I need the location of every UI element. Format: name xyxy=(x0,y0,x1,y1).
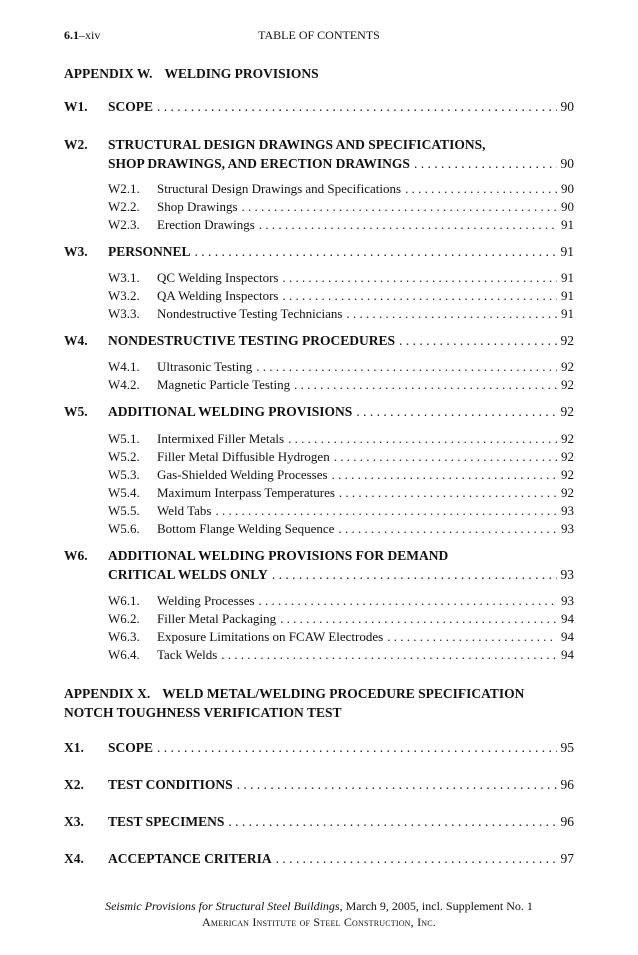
entry-line xyxy=(157,269,574,287)
section-code: X3. xyxy=(64,814,84,829)
section-title: Magnetic Particle Testing xyxy=(157,377,291,392)
publisher: American Institute of Steel Construction, Inc. xyxy=(202,915,436,929)
entry-line xyxy=(157,358,574,376)
dot-leader xyxy=(157,98,556,116)
page-ref: 90 xyxy=(561,199,574,214)
section-title: QC Welding Inspectors xyxy=(157,270,279,285)
page-ref: 94 xyxy=(561,611,574,626)
toc-entry-x1[interactable] xyxy=(64,739,574,757)
section-title: Maximum Interpass Temperatures xyxy=(157,485,335,500)
publication-edition: , March 9, 2005, incl. Supplement No. 1 xyxy=(339,899,533,913)
section-title: SHOP DRAWINGS, AND ERECTION DRAWINGS xyxy=(108,156,410,171)
section-title: QA Welding Inspectors xyxy=(157,288,279,303)
section-code: X1. xyxy=(64,740,84,755)
entry-line xyxy=(157,376,574,394)
section-code: W3.3. xyxy=(108,306,140,321)
entry-line xyxy=(157,430,574,448)
toc-entry-x4[interactable] xyxy=(64,850,574,868)
page-ref: 95 xyxy=(560,740,574,755)
section-title: Weld Tabs xyxy=(157,503,212,518)
page-ref: 92 xyxy=(561,449,574,464)
entry-line xyxy=(157,448,574,466)
toc-entry-w2-3[interactable] xyxy=(64,216,574,234)
entry-line xyxy=(157,287,574,305)
toc-entry-w2-line2[interactable] xyxy=(64,155,574,173)
section-code: W5.1. xyxy=(108,431,140,446)
page-ref: 92 xyxy=(561,467,574,482)
entry-line xyxy=(157,592,574,610)
dot-leader xyxy=(356,403,556,421)
toc-entry-w2-2[interactable] xyxy=(64,198,574,216)
entry-line xyxy=(108,332,574,350)
entry-line xyxy=(108,155,574,173)
section-code: W5.5. xyxy=(108,503,140,518)
toc-entry-w6-2[interactable] xyxy=(64,610,574,628)
toc-entry-w3-3[interactable] xyxy=(64,305,574,323)
section-title: TEST SPECIMENS xyxy=(108,814,225,829)
toc-entry-w6-1[interactable] xyxy=(64,592,574,610)
dot-leader xyxy=(288,430,557,448)
entry-line xyxy=(157,305,574,323)
section-title: Shop Drawings xyxy=(157,199,238,214)
section-code: W6.1. xyxy=(108,593,140,608)
entry-line xyxy=(157,180,574,198)
section-title: ADDITIONAL WELDING PROVISIONS xyxy=(108,404,353,419)
toc-entry-w3[interactable] xyxy=(64,243,574,261)
page-ref: 93 xyxy=(561,521,574,536)
entry-line xyxy=(108,739,574,757)
appendix-w-heading: APPENDIX W. WELDING PROVISIONS xyxy=(64,66,319,81)
section-code: W3.1. xyxy=(108,270,140,285)
dot-leader xyxy=(338,520,557,538)
toc-entry-w2-1[interactable] xyxy=(64,180,574,198)
page-ref: 94 xyxy=(561,647,574,662)
page-ref: 91 xyxy=(561,217,574,232)
entry-line xyxy=(108,850,574,868)
dot-leader xyxy=(414,155,557,173)
section-code: W2.3. xyxy=(108,217,140,232)
page-ref: 92 xyxy=(560,333,574,348)
entry-line xyxy=(157,484,574,502)
toc-entry-w5-4[interactable] xyxy=(64,484,574,502)
entry-line xyxy=(157,520,574,538)
toc-entry-x3[interactable] xyxy=(64,813,574,831)
dot-leader xyxy=(339,484,557,502)
page-footer xyxy=(0,898,638,930)
dot-leader xyxy=(387,628,557,646)
section-code: W2. xyxy=(64,137,88,152)
dot-leader xyxy=(256,358,557,376)
page-ref: 92 xyxy=(561,359,574,374)
page-header xyxy=(64,28,574,44)
toc-entry-w5-2[interactable] xyxy=(64,448,574,466)
entry-line xyxy=(157,628,574,646)
toc-entry-w5-1[interactable] xyxy=(64,430,574,448)
section-title: Filler Metal Packaging xyxy=(157,611,277,626)
section-title: NONDESTRUCTIVE TESTING PROCEDURES xyxy=(108,333,396,348)
section-code: W2.2. xyxy=(108,199,140,214)
section-title: PERSONNEL xyxy=(108,244,191,259)
toc-entry-w6-line1[interactable] xyxy=(64,547,574,565)
page-ref: 91 xyxy=(560,244,574,259)
entry-line xyxy=(157,610,574,628)
section-title: Structural Design Drawings and Specifications xyxy=(157,181,402,196)
section-code: W5. xyxy=(64,404,88,419)
dot-leader xyxy=(242,198,557,216)
entry-line xyxy=(157,646,574,664)
page-ref: 92 xyxy=(561,485,574,500)
section-code: W5.2. xyxy=(108,449,140,464)
entry-line xyxy=(108,813,574,831)
section-code: W6.4. xyxy=(108,647,140,662)
section-code: W2.1. xyxy=(108,181,140,196)
page-number: 6.1–xiv xyxy=(64,28,101,42)
toc-entry-w5-6[interactable] xyxy=(64,520,574,538)
appendix-x-heading: APPENDIX X. WELD METAL/WELDING PROCEDURE SPECIFICATION NOTCH TOUGHNESS VERIFICATION TEST xyxy=(64,686,525,720)
section-code: W6. xyxy=(64,548,88,563)
page-ref: 93 xyxy=(561,593,574,608)
dot-leader xyxy=(399,332,556,350)
dot-leader xyxy=(334,448,557,466)
section-title: Filler Metal Diffusible Hydrogen xyxy=(157,449,330,464)
section-title: Ultrasonic Testing xyxy=(157,359,253,374)
toc-entry-w3-1[interactable] xyxy=(64,269,574,287)
dot-leader xyxy=(282,269,557,287)
dot-leader xyxy=(157,739,556,757)
entry-line xyxy=(108,243,574,261)
dot-leader xyxy=(216,502,558,520)
entry-line xyxy=(108,566,574,584)
section-code: W6.3. xyxy=(108,629,140,644)
page-ref: 91 xyxy=(561,270,574,285)
toc-entry-w6-4[interactable] xyxy=(64,646,574,664)
toc-entry-w5-5[interactable] xyxy=(64,502,574,520)
dot-leader xyxy=(237,776,557,794)
page-ref: 91 xyxy=(561,306,574,321)
page-ref: 90 xyxy=(560,99,574,114)
section-title: CRITICAL WELDS ONLY xyxy=(108,567,268,582)
dot-leader xyxy=(280,610,557,628)
dot-leader xyxy=(272,566,557,584)
section-title: ACCEPTANCE CRITERIA xyxy=(108,851,272,866)
section-title: Erection Drawings xyxy=(157,217,255,232)
toc-entry-w1[interactable] xyxy=(64,98,574,116)
dot-leader xyxy=(228,813,556,831)
section-code: X2. xyxy=(64,777,84,792)
page-ref: 90 xyxy=(560,156,574,171)
section-title: Gas-Shielded Welding Processes xyxy=(157,467,328,482)
page-ref: 92 xyxy=(561,377,574,392)
page-ref: 94 xyxy=(561,629,574,644)
page-ref: 96 xyxy=(560,814,574,829)
section-code: W4. xyxy=(64,333,88,348)
section-title: SCOPE xyxy=(108,99,154,114)
section-code: W6.2. xyxy=(108,611,140,626)
page-ref: 93 xyxy=(560,567,574,582)
entry-line xyxy=(157,502,574,520)
entry-line xyxy=(157,466,574,484)
toc-entry-w2-line1[interactable] xyxy=(64,136,574,154)
section-code: X4. xyxy=(64,851,84,866)
section-title: Tack Welds xyxy=(157,647,218,662)
dot-leader xyxy=(294,376,557,394)
section-title: SCOPE xyxy=(108,740,154,755)
dot-leader xyxy=(221,646,557,664)
dot-leader xyxy=(346,305,557,323)
section-title: Exposure Limitations on FCAW Electrodes xyxy=(157,629,384,644)
section-title: Welding Processes xyxy=(157,593,255,608)
running-title: TABLE OF CONTENTS xyxy=(258,28,380,42)
toc-entry-w6-3[interactable] xyxy=(64,628,574,646)
dot-leader xyxy=(332,466,557,484)
dot-leader xyxy=(405,180,557,198)
toc-entry-w5[interactable] xyxy=(64,403,574,421)
toc-entry-x2[interactable] xyxy=(64,776,574,794)
publication-title: Seismic Provisions for Structural Steel Buildings xyxy=(105,899,340,913)
entry-line xyxy=(108,547,574,565)
section-code: W5.6. xyxy=(108,521,140,536)
toc-entry-w3-2[interactable] xyxy=(64,287,574,305)
section-code: W5.4. xyxy=(108,485,140,500)
entry-line xyxy=(108,403,574,421)
entry-line xyxy=(108,98,574,116)
dot-leader xyxy=(282,287,557,305)
section-code: W1. xyxy=(64,99,88,114)
section-title: Nondestructive Testing Technicians xyxy=(157,306,343,321)
section-title: Bottom Flange Welding Sequence xyxy=(157,521,335,536)
entry-line xyxy=(108,776,574,794)
page-ref: 91 xyxy=(561,288,574,303)
toc-entry-w4[interactable] xyxy=(64,332,574,350)
entry-line xyxy=(108,136,574,154)
section-title: STRUCTURAL DESIGN DRAWINGS AND SPECIFICATIONS, xyxy=(108,137,486,152)
section-title: Intermixed Filler Metals xyxy=(157,431,285,446)
section-code: W4.2. xyxy=(108,377,140,392)
section-code: W4.1. xyxy=(108,359,140,374)
entry-line xyxy=(157,198,574,216)
page-ref: 96 xyxy=(560,777,574,792)
page-ref: 93 xyxy=(561,503,574,518)
page-ref: 92 xyxy=(561,431,574,446)
toc-entry-w6-line2[interactable] xyxy=(64,566,574,584)
section-code: W3.2. xyxy=(108,288,140,303)
section-code: W5.3. xyxy=(108,467,140,482)
section-code: W3. xyxy=(64,244,88,259)
dot-leader xyxy=(195,243,557,261)
toc-entry-w4-1[interactable] xyxy=(64,358,574,376)
page-ref: 92 xyxy=(560,404,574,419)
toc-entry-w4-2[interactable] xyxy=(64,376,574,394)
dot-leader xyxy=(276,850,557,868)
page-ref: 90 xyxy=(561,181,574,196)
section-title: TEST CONDITIONS xyxy=(108,777,233,792)
dot-leader xyxy=(259,592,557,610)
dot-leader xyxy=(259,216,557,234)
entry-line xyxy=(157,216,574,234)
toc-entry-w5-3[interactable] xyxy=(64,466,574,484)
page-ref: 97 xyxy=(560,851,574,866)
section-title: ADDITIONAL WELDING PROVISIONS FOR DEMAND xyxy=(108,548,449,563)
